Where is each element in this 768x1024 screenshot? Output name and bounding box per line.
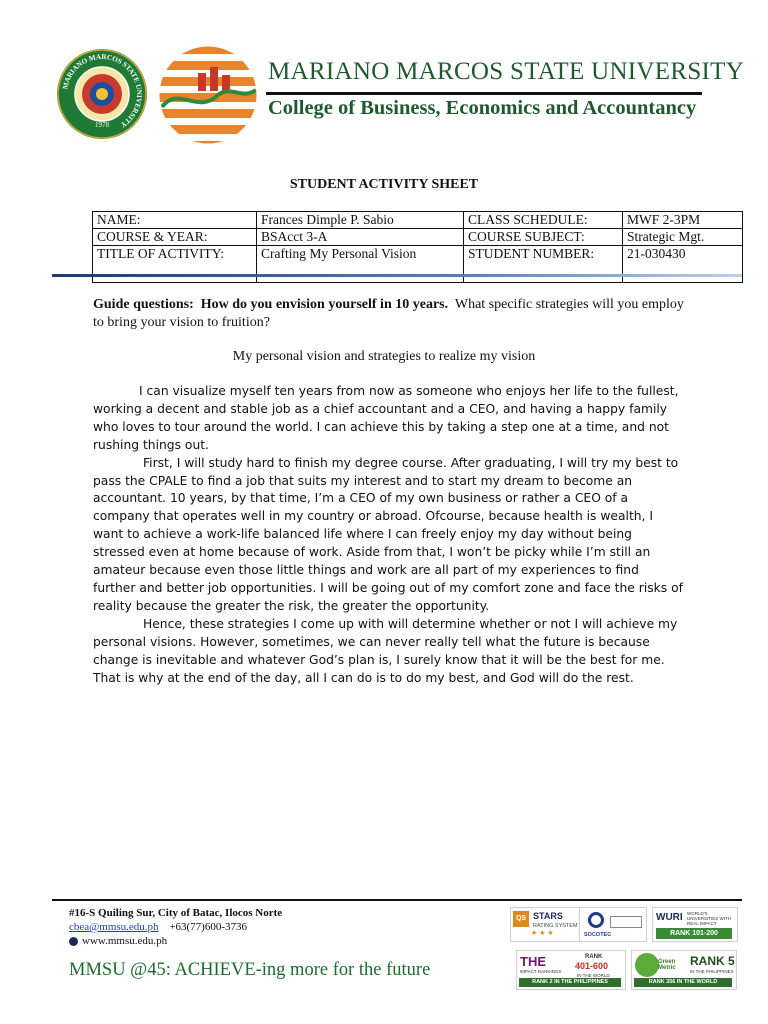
- essay-paragraph: [93, 616, 683, 688]
- cbea-logo-icon: [158, 45, 258, 145]
- college-name: College of Business, Economics and Accountancy: [268, 97, 697, 119]
- footer-website: [69, 935, 167, 947]
- qs-title: STARS: [533, 911, 563, 921]
- footer-address: #16-S Quiling Sur, City of Batac, Ilocos Norte: [69, 907, 283, 919]
- the-rank-world: IN THE WORLD: [577, 973, 610, 978]
- globe-icon: [69, 937, 78, 946]
- subject-value: Strategic Mgt.: [623, 229, 743, 246]
- essay-paragraph-3: Hence, these strategies I come up with will determine whether or not I will achieve my personal visions. However, sometimes, we can never really tell what the future is because change is inevitable and whatever God’s plan is, I surely know that it will be the best for me. That is why at the end of the day, all I can do is to do my best, and God will do the rest.: [93, 616, 678, 685]
- the-rank-range: 401-600: [575, 961, 609, 971]
- activity-value: Crafting My Personal Vision: [257, 246, 464, 283]
- qs-stars: ★ ★ ★: [531, 930, 554, 937]
- wurl-rank: RANK 101-200: [656, 928, 732, 939]
- course-value: BSAcct 3-A: [257, 229, 464, 246]
- the-rank-label: RANK: [585, 954, 603, 960]
- greenmetric-rank-world: RANK 356 IN THE WORLD: [634, 978, 732, 987]
- essay-paragraph-2: First, I will study hard to finish my degree course. After graduating, I will try my best to pass the CPALE to find a job that suits my interest and to start my dream to become an accountant. 10 years, by that time, I’m a CEO of my own business or rather a CEO of a company that operates well in my country or abroad. Ofcourse, because health is wealth, I want to achieve a work-life balanced life where I can freely enjoy my day without being stressed even at home because of work. Aside from that, I won’t be picky while I’m still an amateur because even those little things and work are all part of my experiences to find further and better job opportunities. I will be going out of my comfort zone and face the risks of reality because the greater the risk, the greater the opportunity.: [93, 455, 683, 613]
- footer-divider: [52, 899, 742, 901]
- greenmetric-badge: [631, 950, 737, 990]
- cert-box: [610, 916, 642, 928]
- name-label: NAME:: [93, 212, 257, 229]
- student-number-value: 21-030430: [623, 246, 743, 283]
- student-number-label: STUDENT NUMBER:: [464, 246, 623, 283]
- mmsu-seal-icon: [56, 48, 148, 140]
- schedule-value: MWF 2-3PM: [623, 212, 743, 229]
- table-row: [93, 212, 743, 229]
- wurl-title: WURI: [656, 912, 683, 923]
- the-subtitle: IMPACT RANKINGS: [520, 969, 562, 974]
- greenmetric-rank-ph: IN THE PHILIPPINES: [690, 969, 734, 974]
- essay-paragraph: [93, 383, 683, 455]
- guide-questions: [93, 296, 693, 332]
- socotec-logo-icon: [588, 912, 604, 928]
- sheet-title: STUDENT ACTIVITY SHEET: [289, 177, 479, 192]
- socotec-badge: [579, 907, 647, 942]
- seal-ring-text: MARIANO MARCOS STATE UNIVERSITY: [61, 52, 144, 129]
- footer-motto: MMSU @45: ACHIEVE-ing more for the future: [69, 960, 431, 980]
- activity-label: TITLE OF ACTIVITY:: [93, 246, 257, 283]
- essay-paragraph-1: I can visualize myself ten years from now as someone who enjoys her life to the fullest, working a decent and stable job as a chief accountant and a CEO, and having a happy family who loves to tour around the world. I can achieve this by taking a step one at a time, and not rushing things out.: [93, 384, 679, 452]
- essay-body: [93, 383, 683, 687]
- university-name: MARIANO MARCOS STATE UNIVERSITY: [268, 58, 745, 85]
- greenmetric-rank: RANK 5: [690, 954, 735, 968]
- footer-website-link[interactable]: www.mmsu.edu.ph: [82, 935, 168, 947]
- wurl-desc: WORLD'S UNIVERSITIES WITH REAL IMPACT: [687, 911, 732, 926]
- wurl-badge: [652, 907, 738, 942]
- seal-year: 1978: [95, 121, 109, 129]
- qs-stars-badge: [510, 907, 580, 942]
- guide-question-main: How do you envision yourself in 10 years.: [200, 297, 449, 312]
- footer-email-link[interactable]: cbea@mmsu.edu.ph: [69, 921, 159, 933]
- footer-contact: [69, 921, 247, 933]
- subject-label: COURSE SUBJECT:: [464, 229, 623, 246]
- essay-paragraph: [93, 455, 683, 616]
- greenmetric-name: Green Metric: [658, 959, 676, 971]
- socotec-name: SOCOTEC: [584, 932, 612, 938]
- the-impact-badge: [516, 950, 626, 990]
- qs-logo-icon: QS: [513, 911, 529, 927]
- schedule-label: CLASS SCHEDULE:: [464, 212, 623, 229]
- name-value: Frances Dimple P. Sabio: [257, 212, 464, 229]
- student-info-table: [92, 211, 743, 283]
- the-rank-ph: RANK 2 IN THE PHILIPPINES: [519, 978, 621, 987]
- table-accent-bar: [52, 274, 742, 277]
- table-row: [93, 229, 743, 246]
- footer-phone: +63(77)600-3736: [169, 921, 248, 933]
- qs-subtitle: RATING SYSTEM: [533, 923, 578, 929]
- greenmetric-logo-icon: [635, 953, 659, 977]
- guide-question-rest: What specific strategies will you employ to bring your vision to fruition?: [93, 297, 684, 330]
- essay-title: My personal vision and strategies to realize my vision: [232, 349, 536, 364]
- header-divider: [266, 92, 702, 95]
- the-logo: THE: [520, 954, 546, 969]
- guide-label: Guide questions:: [93, 297, 194, 312]
- course-label: COURSE & YEAR:: [93, 229, 257, 246]
